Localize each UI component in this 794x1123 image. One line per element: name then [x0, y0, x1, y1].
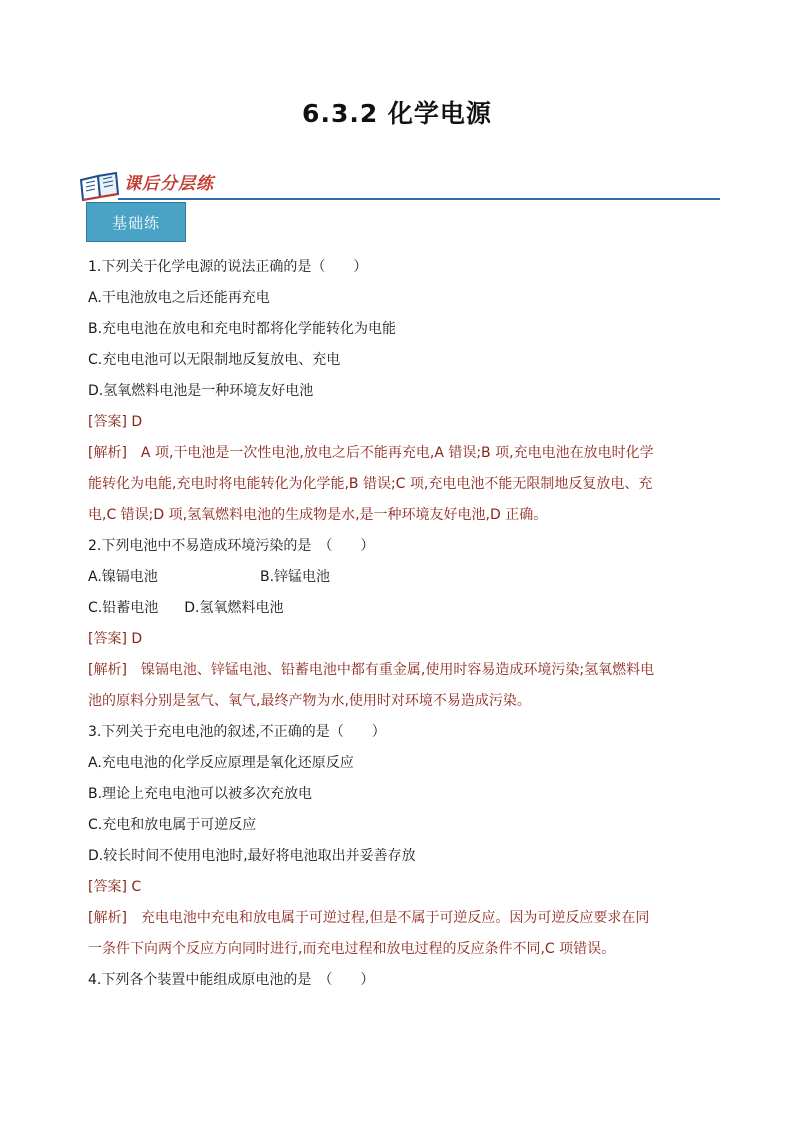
option: D.较长时间不使用电池时,最好将电池取出并妥善存放: [88, 848, 416, 864]
analysis-text: 能转化为电能,充电时将电能转化为化学能,B 错误;C 项,充电电池不能无限制地反复放电、充: [88, 476, 653, 492]
analysis-label: [解析]: [88, 910, 127, 926]
analysis-text: 一条件下向两个反应方向同时进行,而充电过程和放电过程的反应条件不同,C 项错误。: [88, 941, 616, 957]
option: A.干电池放电之后还能再充电: [88, 290, 270, 306]
answer: [答案] D: [88, 631, 143, 647]
option: D.氢氧燃料电池是一种环境友好电池: [88, 383, 314, 399]
question-stem: 2.下列电池中不易造成环境污染的是 （ ）: [88, 538, 375, 554]
question-stem: 4.下列各个装置中能组成原电池的是 （ ）: [88, 972, 375, 988]
analysis-label: [解析]: [88, 445, 127, 461]
option: D.氢氧燃料电池: [184, 600, 284, 616]
analysis-text: 镍镉电池、锌锰电池、铅蓄电池中都有重金属,使用时容易造成环境污染;氢氧燃料电: [126, 662, 655, 678]
question-stem: 1.下列关于化学电源的说法正确的是（ ）: [88, 259, 368, 275]
book-icon: [78, 170, 122, 202]
document-title: 6.3.2 化学电源: [302, 99, 492, 128]
option: C.充电电池可以无限制地反复放电、充电: [88, 352, 341, 368]
option: B.充电电池在放电和充电时都将化学能转化为电能: [88, 321, 397, 337]
section-tag: 基础练: [86, 202, 186, 242]
analysis-text: 池的原料分别是氢气、氧气,最终产物为水,使用时对环境不易造成污染。: [88, 693, 531, 709]
answer: [答案] C: [88, 879, 142, 895]
analysis-label: [解析]: [88, 662, 127, 678]
option: B.锌锰电池: [260, 569, 331, 585]
analysis-text: 电,C 错误;D 项,氢氧燃料电池的生成物是水,是一种环境友好电池,D 正确。: [88, 507, 548, 523]
option: B.理论上充电电池可以被多次充放电: [88, 786, 313, 802]
option-row: [88, 562, 724, 593]
section-banner: [78, 164, 720, 204]
analysis-text: A 项,干电池是一次性电池,放电之后不能再充电,A 错误;B 项,充电电池在放电时化学: [126, 445, 654, 461]
banner-label: 课后分层练: [124, 174, 214, 194]
analysis: [88, 903, 724, 965]
banner-rule: [118, 198, 720, 200]
analysis-text: 充电电池中充电和放电属于可逆过程,但是不属于可逆反应。因为可逆反应要求在同: [126, 910, 650, 926]
answer: [答案] D: [88, 414, 143, 430]
option-row: [88, 593, 724, 624]
option: C.充电和放电属于可逆反应: [88, 817, 257, 833]
question-list: [88, 252, 724, 996]
option: A.充电电池的化学反应原理是氧化还原反应: [88, 755, 354, 771]
question-stem: 3.下列关于充电电池的叙述,不正确的是（ ）: [88, 724, 386, 740]
option: A.镍镉电池: [88, 569, 158, 585]
analysis: [88, 438, 724, 531]
analysis: [88, 655, 724, 717]
option: C.铅蓄电池: [88, 600, 159, 616]
